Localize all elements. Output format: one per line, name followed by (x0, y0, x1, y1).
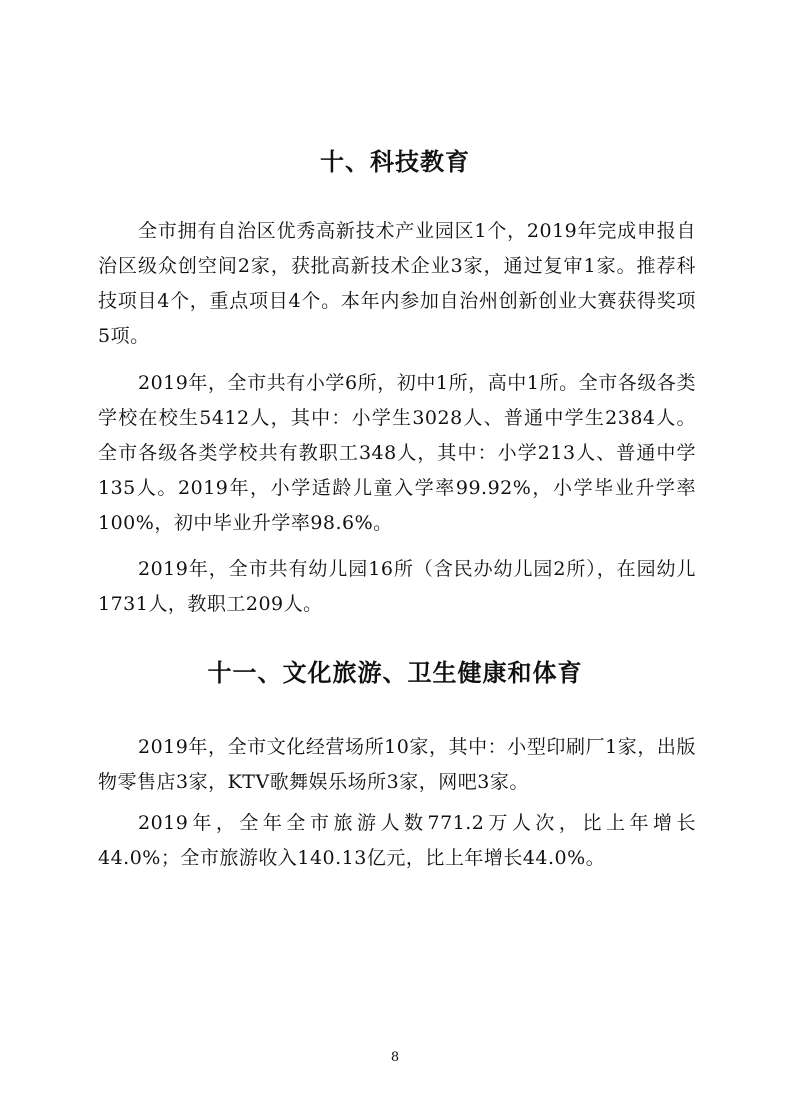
section-heading-science-education: 十、科技教育 (320, 148, 470, 176)
paragraph-science-tech: 全市拥有自治区优秀高新技术产业园区1个，2019年完成申报自治区级众创空间2家，获批高新技术企业3家，通过复审1家。推荐科技项目4个，重点项目4个。本年内参加自治州创新创业大赛获得奖项5项。 (98, 220, 696, 347)
paragraph-school-statistics: 2019年，全市共有小学6所，初中1所，高中1所。全市各级各类学校在校生5412人，其中：小学生3028人、普通中学生2384人。全市各级各类学校共有教职工348人，其中：小学213人、普通中学135人。2019年，小学适龄儿童入学率99.92%，小学毕业升学率100%，初中毕业升学率98.6%。 (98, 372, 696, 534)
paragraph-kindergarten-statistics: 2019年，全市共有幼儿园16所（含民办幼儿园2所），在园幼儿1731人，教职工209人。 (98, 558, 696, 615)
paragraph-tourism-statistics: 2019年，全年全市旅游人数771.2万人次，比上年增长44.0%；全市旅游收入140.13亿元，比上年增长44.0%。 (98, 812, 696, 869)
paragraph-cultural-venues: 2019年，全市文化经营场所10家，其中：小型印刷厂1家，出版物零售店3家，KTV歌舞娱乐场所3家，网吧3家。 (98, 736, 696, 793)
section-heading-culture-tourism: 十一、文化旅游、卫生健康和体育 (207, 659, 583, 687)
page-number: 8 (390, 1050, 400, 1065)
